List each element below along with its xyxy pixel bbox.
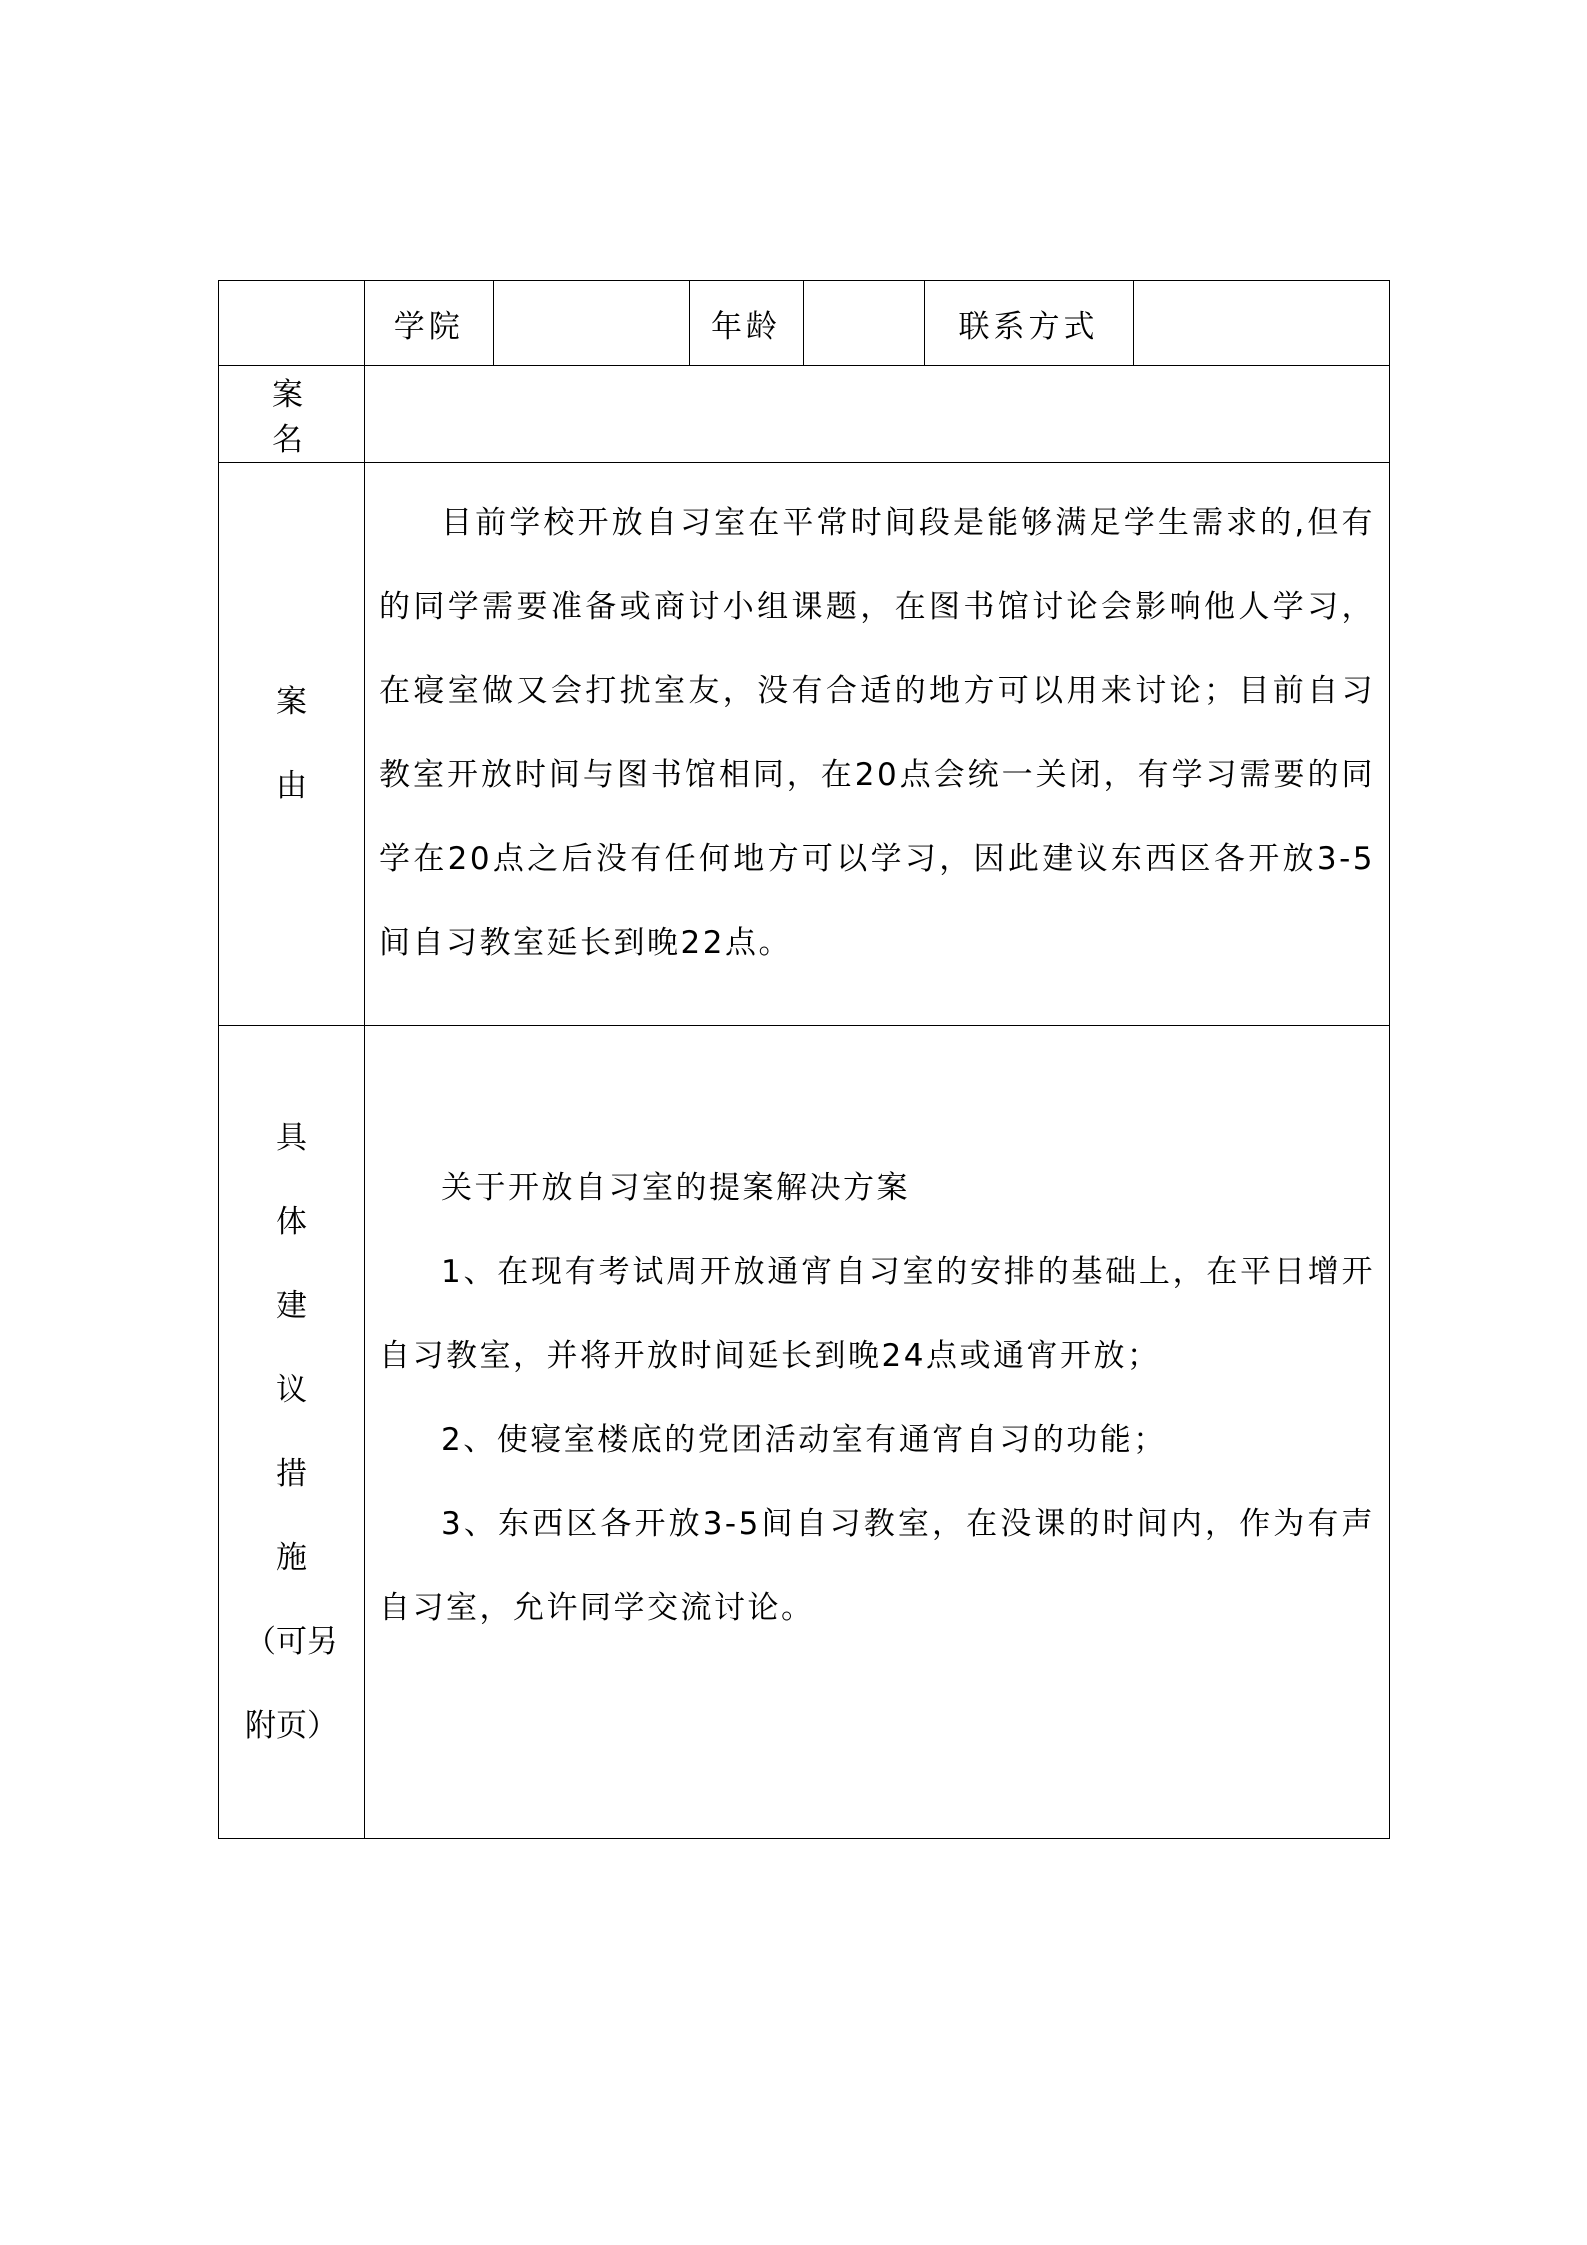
info-row xyxy=(219,281,1390,366)
info-row-empty-cell xyxy=(219,281,365,366)
measures-label-char: 具 xyxy=(276,1120,307,1156)
case-reason-label-char: 案 xyxy=(276,684,307,720)
case-name-field[interactable] xyxy=(365,366,1390,463)
measures-label-char: 体 xyxy=(276,1204,307,1240)
measures-row xyxy=(219,1026,1390,1839)
case-reason-content xyxy=(365,463,1390,1026)
measures-title: 关于开放自习室的提案解决方案 xyxy=(441,1170,910,1206)
contact-field[interactable] xyxy=(1133,281,1390,365)
info-subtable xyxy=(365,281,1390,365)
case-name-row xyxy=(219,366,1390,463)
measures-item: 3、东西区各开放3-5间自习教室，在没课的时间内，作为有声自习室，允许同学交流讨论。 xyxy=(379,1506,1375,1626)
measures-item: 1、在现有考试周开放通宵自习室的安排的基础上，在平日增开自习教室，并将开放时间延长到晚24点或通宵开放； xyxy=(379,1254,1375,1374)
measures-item: 2、使寝室楼底的党团活动室有通宵自习的功能； xyxy=(441,1422,1167,1458)
case-reason-label xyxy=(219,463,365,1026)
case-reason-label-char: 由 xyxy=(276,768,307,804)
contact-label: 联系方式 xyxy=(924,281,1133,365)
measures-label-char: 建 xyxy=(276,1288,307,1324)
college-field[interactable] xyxy=(493,281,689,365)
measures-label xyxy=(219,1026,365,1839)
measures-content xyxy=(365,1026,1390,1839)
case-reason-text: 目前学校开放自习室在平常时间段是能够满足学生需求的,但有的同学需要准备或商讨小组课题，在图书馆讨论会影响他人学习，在寝室做又会打扰室友，没有合适的地方可以用来讨论；目前自习教室开放时间与图书馆相同，在20点会统一关闭，有学习需要的同学在20点之后没有任何地方可以学习，因此建议东西区各开放3-5间自习教室延长到晚22点。 xyxy=(379,505,1375,961)
age-label: 年龄 xyxy=(689,281,803,365)
case-name-label: 案 名 xyxy=(219,366,365,463)
measures-label-char: 议 xyxy=(276,1372,307,1408)
measures-label-char: 施 xyxy=(276,1540,307,1576)
college-label: 学院 xyxy=(393,308,464,345)
case-reason-row xyxy=(219,463,1390,1026)
measures-label-char: 措 xyxy=(276,1456,307,1492)
measures-label-char: （可另 xyxy=(245,1624,338,1660)
proposal-form-table xyxy=(218,280,1390,1839)
measures-label-char: 附页） xyxy=(245,1708,338,1744)
info-row-fields xyxy=(365,281,1390,366)
age-field[interactable] xyxy=(803,281,924,365)
